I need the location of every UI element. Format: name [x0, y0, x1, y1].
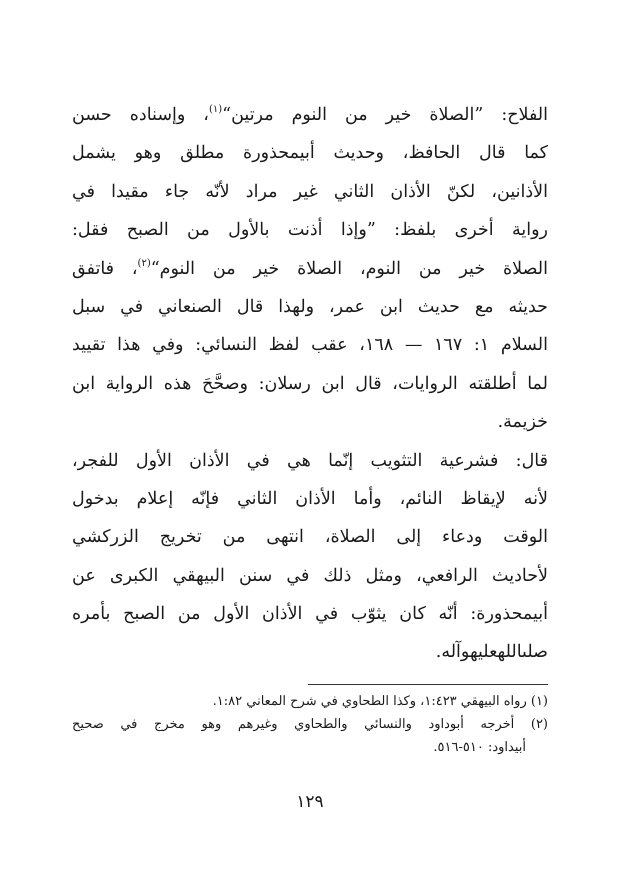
text-line: الأذانين، لكنّ الأذان الثاني غير مراد لأنّه جاء مقيدا في	[72, 181, 548, 202]
text-line: لأنه لإيقاظ النائم، وأما الأذان الثاني فإنّه إعلام بدخول	[72, 488, 548, 509]
text-line: رواية أخرى بلفظ: ”وإذا أذنت بالأول من الصبح فقل:	[72, 220, 548, 241]
footnote-ref-1[interactable]: (١)	[208, 104, 223, 115]
footnote-1: (١) رواه البيهقي ١:٤٢٣، وكذا الطحاوي في شرح المعاني ١:٨٢.	[212, 694, 548, 709]
footnote-2: (٢) أخرجه أبوداود والنسائي والطحاوي وغيرهم وهو مخرج في صحيح	[72, 717, 548, 732]
text-line: أبيمحذورة: أنّه كان يثوّب في الأذان الأول من الصبح بأمره	[72, 604, 548, 625]
main-text	[72, 96, 548, 672]
footnote-ref-2[interactable]: (٢)	[137, 257, 151, 269]
text-line: السلام ١: ١٦٧ — ١٦٨، عقب لفظ النسائي: وفي هذا تقييد	[72, 335, 548, 356]
page-number: ١٢٩	[296, 792, 324, 812]
footnotes	[72, 690, 548, 759]
text-line: قال: فشرعية التثويب إنّما هي في الأذان الأول للفجر،	[72, 450, 548, 471]
text-line: لأحاديث الرافعي، ومثل ذلك في سنن البيهقي الكبرى عن	[72, 565, 548, 586]
text-line: حديثه مع حديث ابن عمر، ولهذا قال الصنعاني في سبل	[72, 296, 548, 317]
footnote-2-continued: أبيداود: ٥١٠-٥١٦.	[433, 740, 526, 755]
text-line: الفلاح: ”الصلاة خير من النوم مرتين“$^{(١)}$، وإسناده حسن	[72, 104, 548, 125]
text-line: الوقت ودعاء إلى الصلاة، انتهى من تخريج الزركشي	[72, 527, 548, 548]
footnote-divider	[308, 684, 548, 685]
text-line: كما قال الحافظ، وحديث أبيمحذورة مطلق وهو يشمل	[72, 143, 548, 164]
text-line: الصلاة خير من النوم، الصلاة خير من النوم“$^{(٢)}$، فاتفق	[72, 257, 548, 279]
text-line: لما أطلقته الروايات، قال ابن رسلان: وصحَّحَ هذه الرواية ابن	[72, 373, 548, 394]
text-line: صلىاللهعليهوآله.	[435, 642, 548, 663]
text-line: خزيمة.	[497, 412, 548, 433]
